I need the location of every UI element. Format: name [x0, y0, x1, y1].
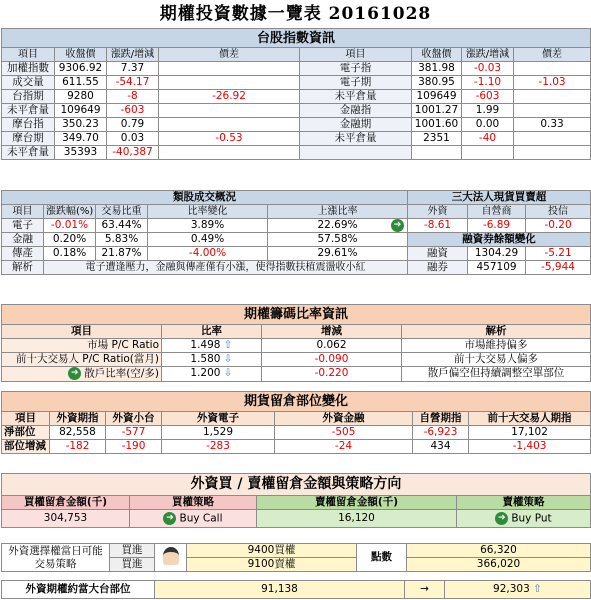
col-header: 比率: [162, 325, 262, 339]
col-header: 項目: [2, 205, 44, 219]
row-label: 未平倉量: [2, 104, 55, 118]
cell: [412, 146, 462, 160]
row-label: 台指期: [2, 90, 55, 104]
taiex-table: [1, 28, 591, 160]
cell: [514, 104, 591, 118]
call-strategy: [130, 510, 257, 528]
col-header: 解析: [402, 325, 591, 339]
row-label-text: 散戶比率(空/多): [84, 367, 159, 380]
col-header: 賣權留倉金額(千): [257, 496, 457, 510]
cell: -182: [50, 440, 106, 454]
col-header: 價差: [159, 48, 300, 62]
cell: [159, 62, 300, 76]
cell: 611.55: [55, 76, 107, 90]
col-header: 買權留倉金額(千): [2, 496, 130, 510]
arrow-right-icon: ➔: [68, 367, 81, 380]
col-header: 賣權策略: [457, 496, 591, 510]
cell: [162, 353, 262, 367]
cell: -0.53: [159, 132, 300, 146]
col-header: 增減: [262, 325, 402, 339]
cell: [514, 62, 591, 76]
cell: [514, 90, 591, 104]
row-label: 融資: [408, 247, 468, 261]
col-header: 收盤價: [55, 48, 107, 62]
row-label: 電子: [2, 219, 44, 233]
cell: [162, 339, 262, 353]
cell: 5.83%: [96, 233, 148, 247]
call-amount: 304,753: [2, 510, 130, 528]
cell: -0.03: [462, 62, 514, 76]
cell: 0.79: [107, 118, 159, 132]
table-row: [2, 339, 591, 353]
cell: 9306.92: [55, 62, 107, 76]
cell: -1,403: [469, 440, 591, 454]
cell: -0.090: [262, 353, 402, 367]
cell: [462, 146, 514, 160]
row-label: 電子指: [300, 62, 412, 76]
cell: 57.58%: [268, 233, 408, 247]
settle-value-cell: [445, 581, 591, 599]
col-header: 前十大交易人期指: [469, 412, 591, 426]
cell: 9280: [55, 90, 107, 104]
cell: [514, 132, 591, 146]
cell: -40,387: [107, 146, 159, 160]
table-row: [2, 132, 591, 146]
page-title: 期權投資數據一覽表 20161028: [159, 4, 432, 24]
cell: 349.70: [55, 132, 107, 146]
table-row: [2, 367, 591, 382]
settle-value-prev: 91,138: [155, 581, 405, 599]
cell: 457109: [468, 261, 526, 275]
row-label: [2, 367, 162, 382]
col-header: 漲跌/增減: [107, 48, 159, 62]
daily-strategy-label: 外資選擇權當日可能交易策略: [2, 544, 110, 572]
cell: 1001.60: [412, 118, 462, 132]
margin-header: 融資券餘額變化: [408, 233, 591, 247]
cell: -0.20: [526, 219, 591, 233]
row-label: 未平倉量: [300, 132, 412, 146]
pc-header: 期權籌碼比率資訊: [2, 305, 591, 325]
row-label: 未平倉量: [2, 146, 55, 160]
daily-strategy-table: [1, 543, 591, 572]
row-label: 融券: [408, 261, 468, 275]
points-value: 66,320: [407, 544, 591, 558]
table-row: [2, 104, 591, 118]
cell: [514, 146, 591, 160]
col-header: 項目: [300, 48, 412, 62]
cell: 7.37: [107, 62, 159, 76]
cell: 35393: [55, 146, 107, 160]
cell: 0.20%: [44, 233, 96, 247]
cell: [159, 118, 300, 132]
cell: -8.61: [408, 219, 468, 233]
cell: 109649: [412, 90, 462, 104]
cell-value: 1.580: [190, 353, 221, 365]
table-row: [2, 353, 591, 367]
table-row: [2, 426, 591, 440]
cell: 0.33: [514, 118, 591, 132]
table-row: [2, 62, 591, 76]
col-header: 比率變化: [148, 205, 268, 219]
table-row: [2, 76, 591, 90]
col-header: 漲跌幅(%): [44, 205, 96, 219]
cell: -5,944: [526, 261, 591, 275]
col-header: 外資電子: [162, 412, 275, 426]
col-header: 漲跌/增減: [462, 48, 514, 62]
taiex-col-headers: [2, 48, 591, 62]
put-strategy: [457, 510, 591, 528]
cell: -1.10: [462, 76, 514, 90]
col-header: 上漲比率: [268, 205, 408, 219]
arrow-down-icon: ⇩: [223, 353, 233, 365]
cell: 21.87%: [96, 247, 148, 261]
cell-value: 1.498: [190, 339, 221, 351]
col-header: 外資: [408, 205, 468, 219]
row-label: 未平倉量: [300, 90, 412, 104]
table-row: [2, 118, 591, 132]
arrow-up-icon: ⇧: [223, 339, 233, 351]
col-header: 項目: [2, 325, 162, 339]
col-header: 投信: [526, 205, 591, 219]
cell: 434: [413, 440, 469, 454]
cell: -190: [106, 440, 162, 454]
row-label: 摩台指: [2, 118, 55, 132]
cell: -4.00%: [148, 247, 268, 261]
arrow-right-icon: ➔: [163, 512, 176, 525]
futures-table: [1, 391, 591, 454]
institutional-header: 三大法人現貨買賣超: [408, 191, 591, 205]
settle-table: [1, 580, 591, 599]
col-header: 交易比重: [96, 205, 148, 219]
col-header: 自營期指: [413, 412, 469, 426]
col-header: 外資金融: [275, 412, 413, 426]
note-label: 解析: [2, 261, 44, 275]
cell: -24: [275, 440, 413, 454]
row-label: 加權指數: [2, 62, 55, 76]
sector-header: 類股成交概況: [2, 191, 408, 205]
cell: 380.95: [412, 76, 462, 90]
cell: -40: [462, 132, 514, 146]
table-row: [2, 261, 591, 275]
cell: -603: [107, 104, 159, 118]
action-label: 買進: [110, 558, 155, 572]
option-contract: 9100賣權: [187, 558, 357, 572]
points-label: 點數: [357, 544, 407, 572]
taiex-header: 台股指數資訊: [2, 29, 591, 48]
trader-avatar: [155, 544, 187, 572]
col-header: 項目: [2, 412, 50, 426]
cell: 1304.29: [468, 247, 526, 261]
arrow-right-icon: ➔: [391, 219, 404, 232]
cell: 2351: [412, 132, 462, 146]
cell: 63.44%: [96, 219, 148, 233]
cell: [159, 76, 300, 90]
row-label: [300, 146, 412, 160]
option-contract: 9400買權: [187, 544, 357, 558]
cell-value: 22.69%: [317, 219, 358, 231]
cell: -6.89: [468, 219, 526, 233]
cell: -0.220: [262, 367, 402, 382]
cell: 350.23: [55, 118, 107, 132]
cell: -6,923: [413, 426, 469, 440]
futures-header: 期貨留倉部位變化: [2, 392, 591, 412]
put-strategy-text: Buy Put: [511, 512, 552, 525]
row-label: 金融: [2, 233, 44, 247]
row-label: 前十大交易人 P/C Ratio(當月): [2, 353, 162, 367]
cell: 381.98: [412, 62, 462, 76]
cell: 0.03: [107, 132, 159, 146]
sector-table: [1, 190, 591, 275]
cell: -5.21: [526, 247, 591, 261]
cell: [268, 219, 408, 233]
row-label: 成交量: [2, 76, 55, 90]
table-row: [2, 440, 591, 454]
cell: [159, 104, 300, 118]
analysis-note: 電子遭逢壓力，金融與傳產僅有小漲，使得指數扶植震盪收小紅: [44, 261, 408, 275]
cell: 1,529: [162, 426, 275, 440]
table-row: [2, 219, 591, 233]
row-label: 部位增減: [2, 440, 50, 454]
arrow-up-icon: ⇧: [533, 583, 542, 595]
row-label: 電子期: [300, 76, 412, 90]
row-label: 淨部位: [2, 426, 50, 440]
cell: [159, 146, 300, 160]
cell: 0.18%: [44, 247, 96, 261]
cell: -577: [106, 426, 162, 440]
cell: 3.89%: [148, 219, 268, 233]
cell: 0.49%: [148, 233, 268, 247]
cell: 散戶偏空但持續調整空單部位: [402, 367, 591, 382]
points-value: 366,020: [407, 558, 591, 572]
put-amount: 16,120: [257, 510, 457, 528]
table-row: [2, 247, 591, 261]
action-label: 買進: [110, 544, 155, 558]
row-label: 傳產: [2, 247, 44, 261]
col-header: 外資小台: [106, 412, 162, 426]
cell: 市場維持偏多: [402, 339, 591, 353]
call-strategy-text: Buy Call: [179, 512, 223, 525]
settle-label: 外資期權約當大台部位: [2, 581, 155, 599]
col-header: 自營商: [468, 205, 526, 219]
cell: 0.00: [462, 118, 514, 132]
cell: -603: [462, 90, 514, 104]
cell: 前十大交易人偏多: [402, 353, 591, 367]
row-label: 市場 P/C Ratio: [2, 339, 162, 353]
cell: -54.17: [107, 76, 159, 90]
strategy-table: [1, 473, 591, 528]
cell: -1.03: [514, 76, 591, 90]
arrow-right-icon: ➔: [495, 512, 508, 525]
pc-ratio-table: [1, 304, 591, 382]
arrow-right-icon: →: [405, 581, 445, 599]
cell: -283: [162, 440, 275, 454]
arrow-down-icon: ⇩: [223, 367, 233, 380]
cell: [162, 367, 262, 382]
cell: 109649: [55, 104, 107, 118]
cell: -8: [107, 90, 159, 104]
col-header: 價差: [514, 48, 591, 62]
cell: 17,102: [469, 426, 591, 440]
cell: 82,558: [50, 426, 106, 440]
cell: -505: [275, 426, 413, 440]
cell: 0.062: [262, 339, 402, 353]
cell: 29.61%: [268, 247, 408, 261]
cell: -0.01%: [44, 219, 96, 233]
table-row: [2, 233, 591, 247]
cell: 1001.27: [412, 104, 462, 118]
table-row: [2, 90, 591, 104]
row-label: 金融指: [300, 104, 412, 118]
settle-value-now: 92,303: [493, 583, 530, 595]
strategy-header: 外資買 / 賣權留倉金額與策略方向: [2, 474, 591, 496]
table-row: [2, 146, 591, 160]
row-label: 金融期: [300, 118, 412, 132]
col-header: 買權策略: [130, 496, 257, 510]
col-header: 外資期指: [50, 412, 106, 426]
row-label: 摩台期: [2, 132, 55, 146]
cell: -26.92: [159, 90, 300, 104]
col-header: 收盤價: [412, 48, 462, 62]
cell: 1.99: [462, 104, 514, 118]
cell-value: 1.200: [190, 367, 221, 380]
avatar: [163, 547, 179, 565]
col-header: 項目: [2, 48, 55, 62]
